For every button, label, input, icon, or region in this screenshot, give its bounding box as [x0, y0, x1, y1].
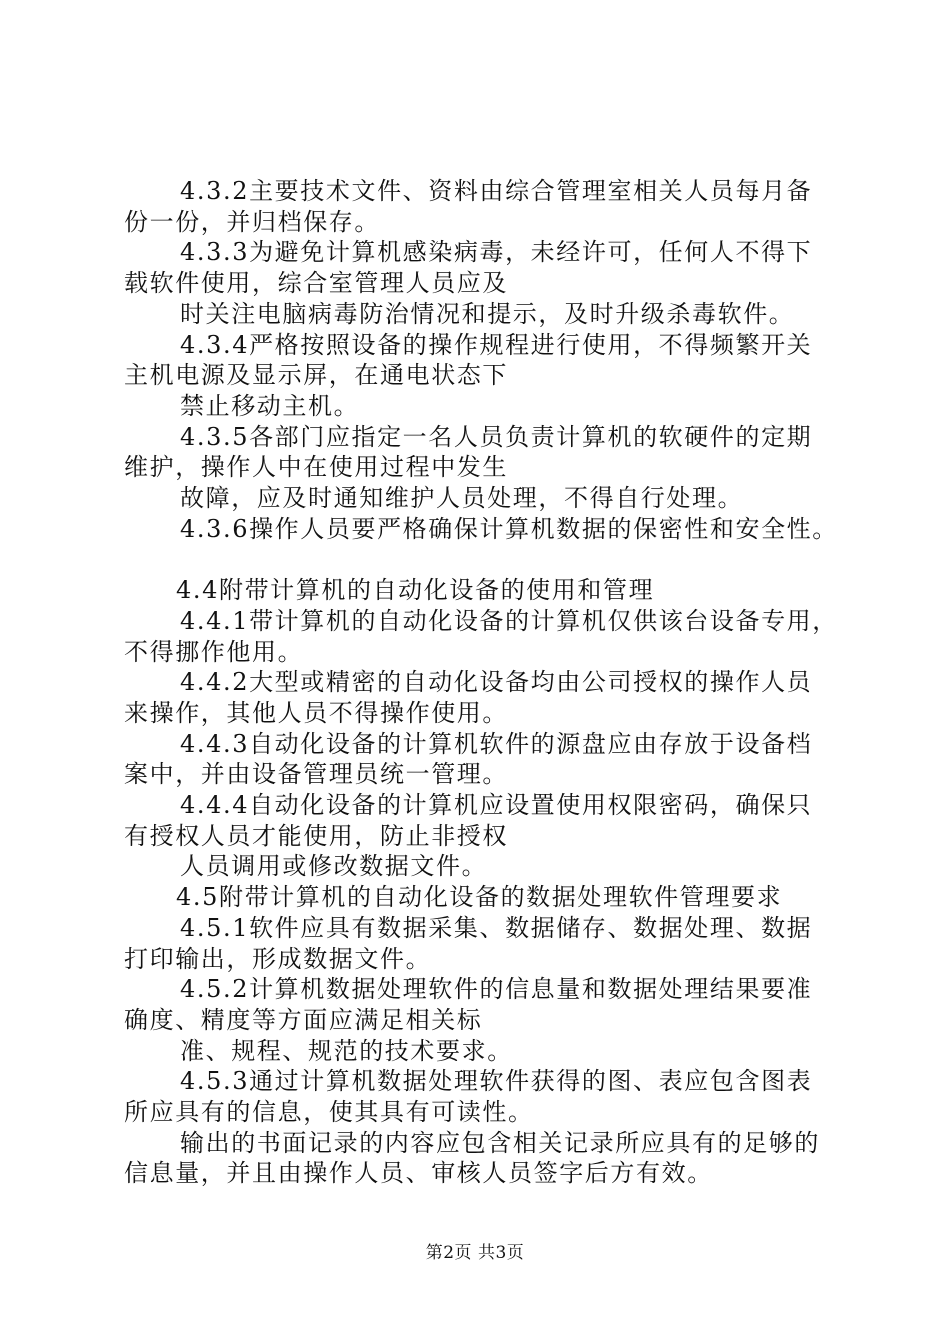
- paragraph-line: 4.3.3为避免计算机感染病毒，未经许可，任何人不得下: [180, 238, 813, 267]
- paragraph-line: 来操作，其他人员不得操作使用。: [124, 698, 508, 727]
- paragraph-line: 4.4.1带计算机的自动化设备的计算机仅供该台设备专用，: [180, 606, 838, 635]
- paragraph-line: 4.3.5各部门应指定一名人员负责计算机的软硬件的定期: [180, 422, 813, 451]
- section-heading: 4.5附带计算机的自动化设备的数据处理软件管理要求: [176, 883, 783, 912]
- paragraph-line: 4.4.4自动化设备的计算机应设置使用权限密码，确保只: [180, 791, 813, 820]
- paragraph-line: 4.5.1软件应具有数据采集、数据储存、数据处理、数据: [180, 913, 813, 942]
- paragraph-line: 4.3.4严格按照设备的操作规程进行使用，不得频繁开关: [180, 330, 813, 359]
- document-body: [124, 176, 836, 1189]
- paragraph-line: 打印输出，形成数据文件。: [124, 944, 432, 973]
- paragraph-line: 禁止移动主机。: [180, 391, 360, 420]
- paragraph-line: 4.3.2主要技术文件、资料由综合管理室相关人员每月备: [180, 177, 813, 205]
- paragraph-gap: [124, 544, 836, 575]
- paragraph-line: 准、规程、规范的技术要求。: [180, 1036, 513, 1065]
- paragraph-line: 维护，操作人中在使用过程中发生: [124, 453, 508, 482]
- paragraph-line: 故障，应及时通知维护人员处理，不得自行处理。: [180, 484, 744, 513]
- paragraph-line: 输出的书面记录的内容应包含相关记录所应具有的足够的: [180, 1128, 820, 1157]
- paragraph-line: 4.5.2计算机数据处理软件的信息量和数据处理结果要准: [180, 975, 813, 1004]
- paragraph-line: 人员调用或修改数据文件。: [180, 852, 488, 881]
- paragraph-line: 不得挪作他用。: [124, 637, 304, 666]
- paragraph-line: 4.4.2大型或精密的自动化设备均由公司授权的操作人员: [180, 668, 813, 697]
- paragraph-line: 载软件使用，综合室管理人员应及: [124, 269, 508, 298]
- paragraph-line: 份一份，并归档保存。: [124, 207, 380, 236]
- section-heading: 4.4附带计算机的自动化设备的使用和管理: [176, 576, 655, 605]
- paragraph-line: 4.3.6操作人员要严格确保计算机数据的保密性和安全性。: [180, 514, 838, 543]
- paragraph-line: 有授权人员才能使用，防止非授权: [124, 821, 508, 850]
- paragraph-line: 4.5.3通过计算机数据处理软件获得的图、表应包含图表: [180, 1067, 813, 1096]
- paragraph-line: 时关注电脑病毒防治情况和提示，及时升级杀毒软件。: [180, 299, 795, 328]
- paragraph-line: 确度、精度等方面应满足相关标: [124, 1005, 483, 1034]
- paragraph-line: 主机电源及显示屏，在通电状态下: [124, 361, 508, 390]
- paragraph-line: 4.4.3自动化设备的计算机软件的源盘应由存放于设备档: [180, 729, 813, 758]
- paragraph-line: 信息量，并且由操作人员、审核人员签字后方有效。: [124, 1159, 713, 1188]
- paragraph-line: 案中，并由设备管理员统一管理。: [124, 760, 508, 789]
- paragraph-line: 所应具有的信息，使其具有可读性。: [124, 1098, 534, 1127]
- page-number-footer: 第2页 共3页: [425, 1243, 525, 1263]
